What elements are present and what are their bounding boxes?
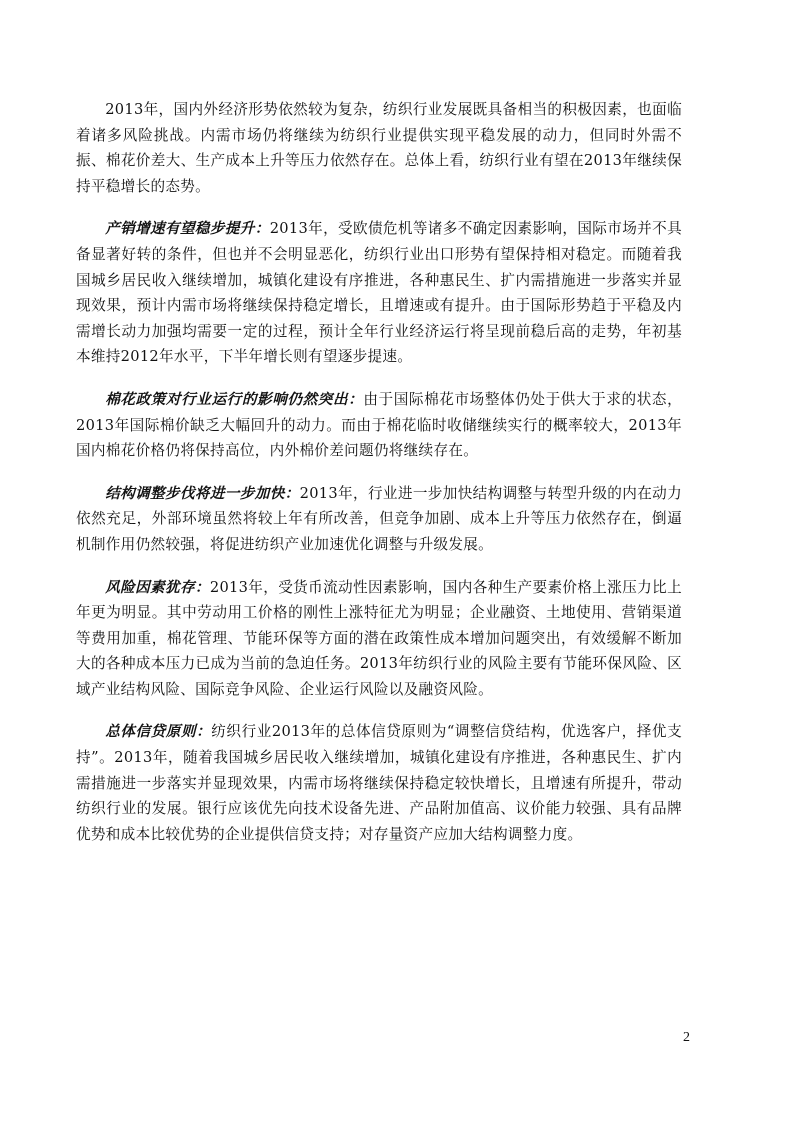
paragraph-structural-adjustment <box>76 481 682 558</box>
paragraph-risk-factors <box>76 575 682 703</box>
paragraph-text: 2013年，受货币流动性因素影响，国内各种生产要素价格上涨压力比上年更为明显。其中劳动用工价格的刚性上涨特征尤为明显；企业融资、土地使用、营销渠道等费用加重，棉花管理、节能环保等方面的潜在政策性成本增加问题突出，有效缓解不断加大的各种成本压力已成为当前的急迫任务。2013年纺织行业的风险主要有节能环保风险、区域产业结构风险、国际竞争风险、企业运行风险以及融资风险。 <box>76 578 682 698</box>
paragraph-outlook <box>76 97 682 199</box>
paragraph-lead: 总体信贷原则： <box>105 723 212 741</box>
paragraph-lead: 结构调整步伐将进一步加快： <box>105 484 300 502</box>
paragraph-cotton-policy <box>76 387 682 464</box>
document-body <box>76 97 682 864</box>
paragraph-lead: 风险因素犹存： <box>105 578 210 596</box>
page-number: 2 <box>683 1030 690 1045</box>
paragraph-text: 由于国际棉花市场整体仍处于供大于求的状态，2013年国际棉价缺乏大幅回升的动力。而由于棉花临时收储继续实行的概率较大，2013年国内棉花价格仍将保持高位，内外棉价差问题仍将继续存在。 <box>76 390 682 460</box>
paragraph-lead: 棉花政策对行业运行的影响仍然突出： <box>105 390 364 408</box>
paragraph-text: 2013年，行业进一步加快结构调整与转型升级的内在动力依然充足，外部环境虽然将较上年有所改善，但竞争加剧、成本上升等压力依然存在，倒逼机制作用仍然较强，将促进纺织产业加速优化调整与升级发展。 <box>76 484 682 553</box>
paragraph-text: 纺织行业2013年的总体信贷原则为“调整信贷结构，优选客户，择优支持”。2013年，随着我国城乡居民收入继续增加，城镇化建设有序推进，各种惠民生、扩内需措施进一步落实并显现效果，内需市场将继续保持稳定较快增长，且增速有所提升，带动纺织行业的发展。银行应该优先向技术设备先进、产品附加值高、议价能力较强、具有品牌优势和成本比较优势的企业提供信贷支持；对存量资产应加大结构调整力度。 <box>76 723 682 843</box>
paragraph-lead: 产销增速有望稳步提升： <box>105 220 270 238</box>
paragraph-text: 2013年，受欧债危机等诸多不确定因素影响，国际市场并不具备显著好转的条件，但也并不会明显恶化，纺织行业出口形势有望保持相对稳定。而随着我国城乡居民收入继续增加，城镇化建设有序推进，各种惠民生、扩内需措施进一步落实并显现效果，预计内需市场将继续保持稳定增长，且增速或有提升。由于国际形势趋于平稳及内需增长动力加强均需要一定的过程，预计全年行业经济运行将呈现前稳后高的走势，年初基本维持2012年水平，下半年增长则有望逐步提速。 <box>76 220 682 366</box>
paragraph-text: 2013年，国内外经济形势依然较为复杂，纺织行业发展既具备相当的积极因素，也面临着诸多风险挑战。内需市场仍将继续为纺织行业提供实现平稳发展的动力，但同时外需不振、棉花价差大、生产成本上升等压力依然存在。总体上看，纺织行业有望在2013年继续保持平稳增长的态势。 <box>76 101 682 195</box>
paragraph-credit-principle <box>76 719 682 847</box>
paragraph-production-sales <box>76 216 682 370</box>
